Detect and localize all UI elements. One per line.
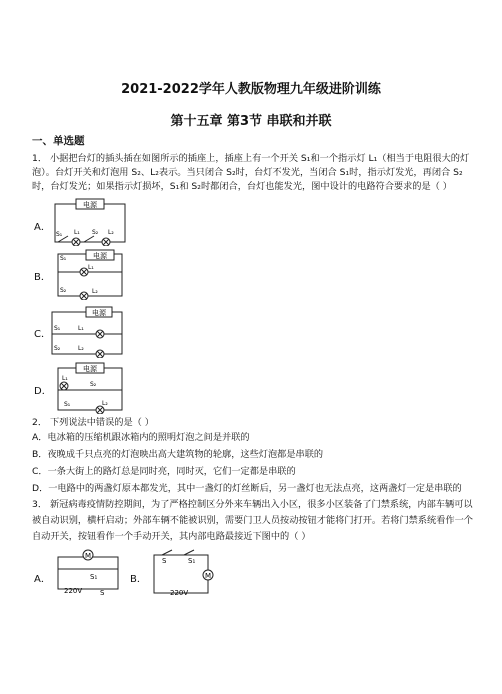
q1-circuit-c (44, 304, 130, 358)
q1-circuit-d (50, 360, 130, 414)
q3-stem-line2: 被自动识别，横杆启动；外部车辆不能被识别，需要门卫人员按动按钮才能将门打开。若将门禁系统看作一个 (32, 515, 473, 526)
q1-stem-line3: 时，台灯发光；如果指示灯损坏，S₁和 S₂时都闭合，台灯也能发光，图中设计的电路符合要求的是（ ） (32, 181, 452, 192)
svg-text:S₂: S₂ (90, 381, 97, 388)
q3-circuit-a (52, 547, 124, 595)
svg-text:L₂: L₂ (92, 288, 98, 295)
chapter-subtitle: 第十五章 第3节 串联和并联 (170, 114, 332, 129)
q2-option-a: A．电冰箱的压缩机跟冰箱内的照明灯泡之间是并联的 (32, 432, 250, 443)
svg-text:S₁: S₁ (60, 255, 67, 262)
svg-text:L₁: L₁ (78, 325, 84, 332)
q2-stem: 2． 下列说法中错误的是（ ） (32, 417, 154, 428)
q1-circuit-a (50, 196, 130, 246)
svg-text:220V: 220V (170, 589, 189, 597)
q1-option-a-label: A． (34, 222, 51, 233)
q1-stem-line2: 泡）。台灯开关和灯泡用 S₂、L₂表示。当只闭合 S₂时，台灯不发光，当闭合 S₁时，指示灯发光，再闭合 S₂ (32, 167, 463, 178)
q2-option-b: B．夜晚成千只点亮的灯泡映出高大建筑物的轮廓，这些灯泡都是串联的 (32, 449, 324, 460)
svg-text:L₂: L₂ (78, 345, 84, 352)
q3-stem-line1: 3． 新冠病毒疫情防控期间，为了严格控制区分外来车辆出入小区，很多小区装备了门禁系统，内部车辆可以 (32, 499, 473, 510)
svg-text:S₁: S₁ (54, 325, 61, 332)
svg-text:M: M (204, 572, 212, 580)
svg-text:S: S (162, 557, 167, 565)
q1-option-b-label: B． (34, 272, 51, 283)
svg-text:L₁: L₁ (74, 229, 80, 236)
q1-option-c-label: C． (34, 329, 51, 340)
q1-circuit-b (50, 248, 130, 300)
svg-text:S₁: S₁ (90, 573, 98, 581)
svg-text:S₂: S₂ (92, 229, 99, 236)
svg-text:S₁: S₁ (56, 231, 63, 238)
q3-stem-line3: 自动开关，按钮看作一个手动开关，其内部电路最接近下图中的（ ） (32, 531, 311, 542)
svg-text:L₁: L₁ (88, 264, 94, 271)
q1-option-d-label: D． (34, 386, 52, 397)
q3-option-a-label: A． (34, 574, 51, 585)
svg-text:电源: 电源 (83, 365, 97, 373)
document-title: 2021-2022学年人教版物理九年级进阶训练 (121, 82, 381, 97)
q2-option-d: D．一电路中的两盏灯原本都发光，其中一盏灯的灯丝断后，另一盏灯也无法点亮，这两盏灯一定是串联的 (32, 483, 462, 494)
svg-text:S₂: S₂ (60, 287, 67, 294)
svg-text:M: M (84, 552, 92, 560)
svg-text:L₁: L₁ (62, 375, 68, 382)
svg-text:S₁: S₁ (64, 401, 71, 408)
q3-option-b-label: B． (130, 574, 147, 585)
section-heading: 一、单选题 (32, 135, 85, 147)
svg-text:S₁: S₁ (188, 557, 196, 565)
svg-text:S₂: S₂ (54, 345, 61, 352)
svg-text:L₂: L₂ (108, 229, 114, 236)
power-label-a: 电源 (83, 201, 97, 209)
q2-option-c: C．一条大街上的路灯总是同时亮，同时灭，它们一定都是串联的 (32, 466, 296, 477)
q1-stem-line1: 1． 小据把台灯的插头插在如图所示的插座上，插座上有一个开关 S₁和一个指示灯 L₁（相当于电阻很大的灯 (32, 153, 470, 164)
svg-text:S: S (100, 589, 105, 595)
svg-text:L₂: L₂ (102, 400, 108, 407)
svg-text:220V: 220V (64, 587, 83, 595)
svg-text:电源: 电源 (93, 252, 107, 260)
svg-text:电源: 电源 (92, 309, 106, 317)
q3-circuit-b (148, 547, 220, 597)
